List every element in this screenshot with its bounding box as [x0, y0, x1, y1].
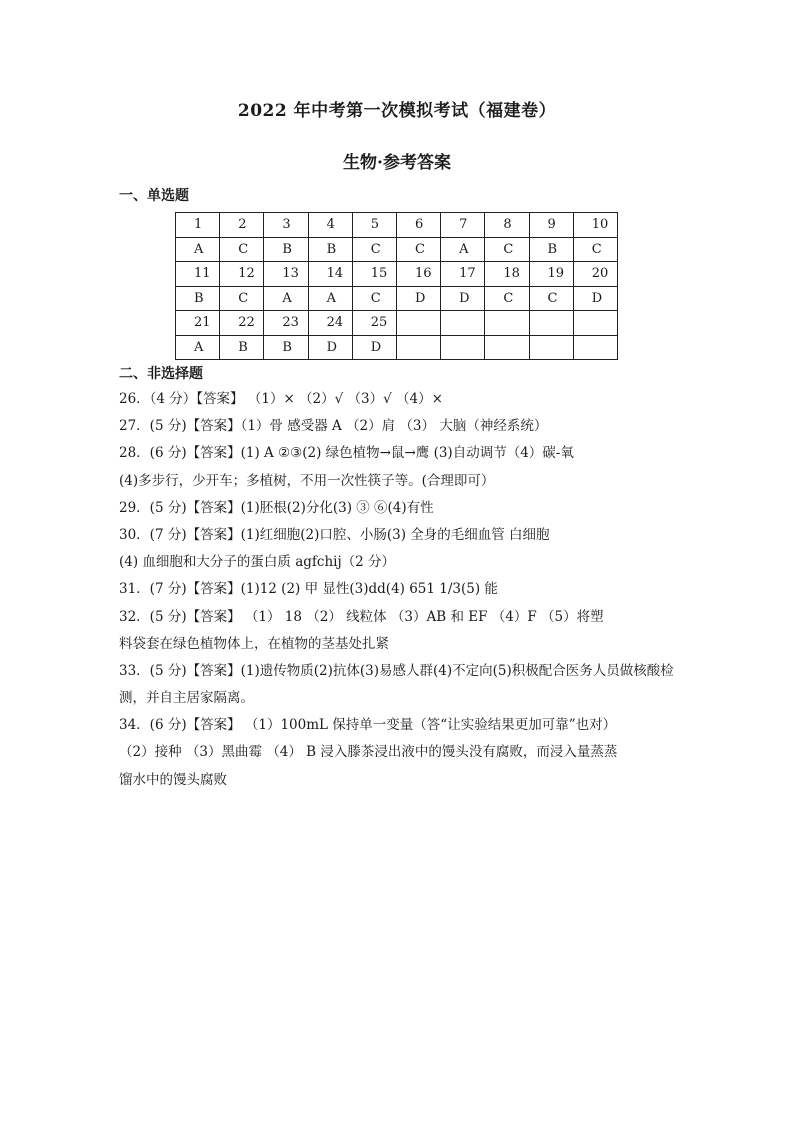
table-cell: 6 [396, 213, 440, 238]
table-cell: B [176, 286, 220, 311]
answer-line: （2）接种 （3）黑曲霉 （4） B 浸入滕茶浸出液中的馒头没有腐败，而浸入量蒸蒸 [119, 744, 618, 761]
table-cell: 18 [485, 262, 529, 287]
table-cell [529, 311, 573, 336]
table-cell [485, 311, 529, 336]
table-cell [573, 311, 617, 336]
table-cell: 9 [529, 213, 573, 238]
answer-line: 30．(7 分)【答案】(1)红细胞(2)口腔、小肠(3) 全身的毛细血管 白细胞 [119, 526, 550, 543]
table-cell [396, 335, 440, 360]
table-cell: 21 [176, 311, 220, 336]
table-cell: C [220, 286, 264, 311]
section-heading-non-choice: 二、非选择题 [119, 366, 203, 382]
table-cell [573, 335, 617, 360]
table-cell: 2 [220, 213, 264, 238]
answer-line: 29．(5 分)【答案】(1)胚根(2)分化(3) ③ ⑥(4)有性 [119, 499, 434, 516]
table-cell: 1 [176, 213, 220, 238]
table-cell: 24 [308, 311, 352, 336]
table-cell: D [352, 335, 396, 360]
table-row [176, 213, 618, 238]
answer-line: 料袋套在绿色植物体上，在植物的茎基处扎紧 [119, 635, 389, 652]
section-heading-single-choice: 一、单选题 [119, 188, 189, 204]
table-cell: C [220, 237, 264, 262]
table-cell: 3 [264, 213, 308, 238]
table-cell: 17 [441, 262, 485, 287]
table-cell: 16 [396, 262, 440, 287]
table-cell: D [573, 286, 617, 311]
table-row [176, 237, 618, 262]
answer-line: 28．(6 分)【答案】(1) A ②③(2) 绿色植物→鼠→鹰 (3)自动调节（4）碳-氧 [119, 445, 574, 462]
table-cell: 11 [176, 262, 220, 287]
table-cell: B [529, 237, 573, 262]
answer-line: 31．(7 分)【答案】(1)12 (2) 甲 显性(3)dd(4) 651 1/3(5) 能 [119, 581, 498, 598]
answer-lines [119, 386, 709, 794]
table-cell: A [176, 237, 220, 262]
document-title: 2022 年中考第一次模拟考试（福建卷） [237, 101, 557, 121]
table-cell: 13 [264, 262, 308, 287]
table-cell: 5 [352, 213, 396, 238]
table-cell: 14 [308, 262, 352, 287]
table-cell: 22 [220, 311, 264, 336]
table-cell: B [264, 237, 308, 262]
table-cell: 23 [264, 311, 308, 336]
table-cell: D [441, 286, 485, 311]
table-cell: B [264, 335, 308, 360]
table-cell [441, 311, 485, 336]
table-row [176, 286, 618, 311]
document-subtitle: 生物·参考答案 [343, 153, 451, 173]
answer-table [175, 212, 618, 360]
answer-line: 测，并自主居家隔离。 [119, 690, 254, 707]
table-cell [396, 311, 440, 336]
table-cell [441, 335, 485, 360]
table-cell: C [352, 237, 396, 262]
answer-line: 33．(5 分)【答案】(1)遗传物质(2)抗体(3)易感人群(4)不定向(5)积极配合医务人员做核酸检 [119, 662, 674, 679]
table-cell: C [352, 286, 396, 311]
answer-line: 馏水中的馒头腐败 [119, 771, 227, 788]
table-cell: C [529, 286, 573, 311]
table-row [176, 335, 618, 360]
table-cell: A [176, 335, 220, 360]
table-cell: B [308, 237, 352, 262]
table-cell: 7 [441, 213, 485, 238]
table-cell [485, 335, 529, 360]
table-cell: 8 [485, 213, 529, 238]
table-cell: A [441, 237, 485, 262]
table-cell: A [308, 286, 352, 311]
table-cell: C [485, 286, 529, 311]
table-cell: C [573, 237, 617, 262]
table-cell: 19 [529, 262, 573, 287]
answer-line: 26．（4 分）【答案】 （1）× （2）√ （3）√ （4）× [119, 391, 443, 407]
table-cell: 10 [573, 213, 617, 238]
table-cell [529, 335, 573, 360]
answer-line: (4)多步行，少开车；多植树，不用一次性筷子等。(合理即可） [119, 472, 495, 489]
table-row [176, 311, 618, 336]
answer-line: 32．(5 分)【答案】 （1） 18 （2） 线粒体 （3）AB 和 EF （4）F （5）将塑 [119, 608, 604, 625]
table-cell: 12 [220, 262, 264, 287]
table-cell: C [485, 237, 529, 262]
answer-line: 27．(5 分)【答案】（1）骨 感受器 A （2）肩 （3） 大脑（神经系统） [119, 418, 548, 435]
table-cell: 15 [352, 262, 396, 287]
answer-line: 34．(6 分)【答案】 （1）100mL 保持单一变量（答“让实验结果更加可靠”也对） [119, 717, 617, 734]
table-cell: A [264, 286, 308, 311]
table-cell: D [396, 286, 440, 311]
table-cell: B [220, 335, 264, 360]
table-cell: 4 [308, 213, 352, 238]
table-cell: 20 [573, 262, 617, 287]
table-row [176, 262, 618, 287]
table-cell: 25 [352, 311, 396, 336]
table-cell: D [308, 335, 352, 360]
answer-line: (4) 血细胞和大分子的蛋白质 agfchij（2 分） [119, 554, 396, 571]
table-cell: C [396, 237, 440, 262]
